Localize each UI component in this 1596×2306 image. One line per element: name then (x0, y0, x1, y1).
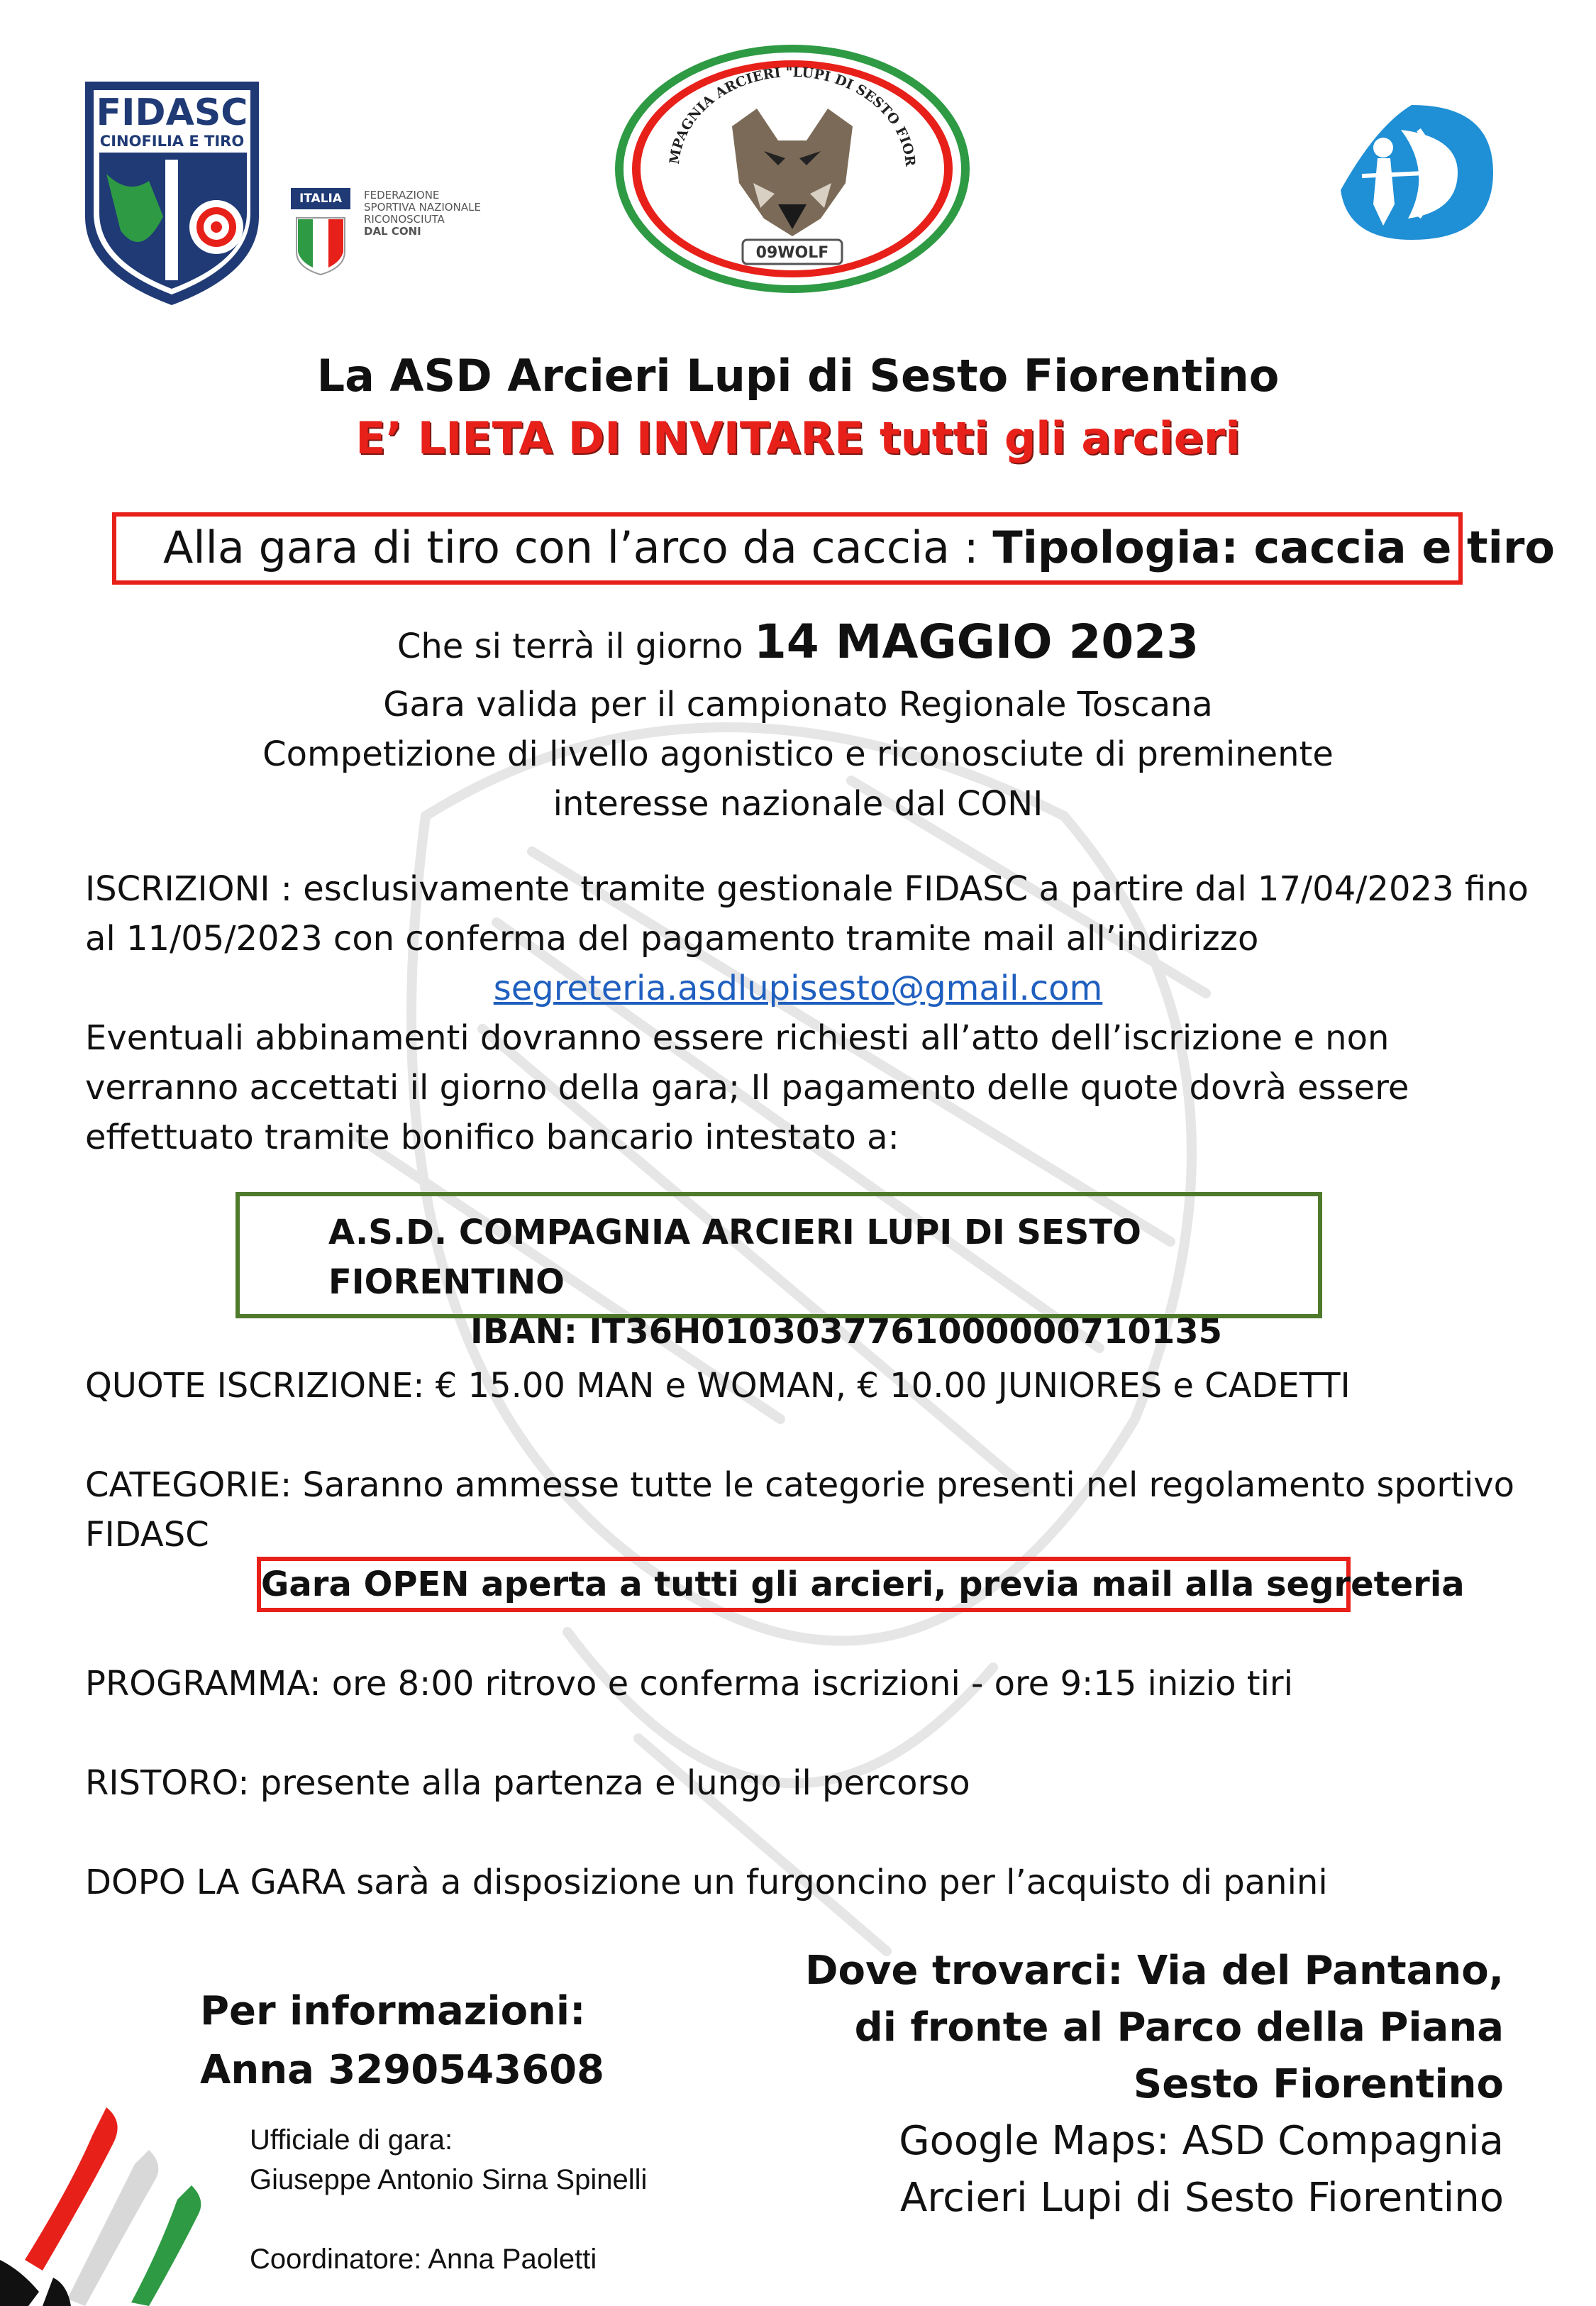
club-wolf-logo (611, 41, 973, 297)
location-line-1: Dove trovarci: Via del Pantano, (805, 1948, 1504, 1994)
archery-federation-logo (1334, 98, 1497, 247)
coni-badge (291, 188, 518, 280)
competition-type-box (112, 512, 1556, 585)
tricolor-claw-marks-icon (0, 2100, 213, 2306)
registration-line-5: effettuato tramite bonifico bancario intestato a: (85, 1118, 899, 1157)
contact-heading: Per informazioni: (200, 1988, 586, 2034)
fidasc-title: FIDASC (96, 92, 248, 134)
coni-text-4: DAL CONI (364, 225, 421, 238)
italia-tag: ITALIA (291, 188, 350, 209)
programma-text: PROGRAMMA: ore 8:00 ritrovo e conferma iscrizioni - ore 9:15 inizio tiri (85, 1664, 1293, 1704)
fees-text: QUOTE ISCRIZIONE: € 15.00 MAN e WOMAN, € 10.00 JUNIORES e CADETTI (85, 1366, 1351, 1406)
bank-account-name: A.S.D. COMPAGNIA ARCIERI LUPI DI SESTO FIORENTINO (328, 1213, 1141, 1302)
competition-type: Tipologia: caccia e tiro (992, 522, 1556, 573)
ristoro-text: RISTORO: presente alla partenza e lungo il percorso (85, 1763, 970, 1803)
date-value: 14 MAGGIO 2023 (753, 614, 1199, 669)
official-label: Ufficiale di gara: (250, 2124, 453, 2156)
registration-email-link[interactable]: segreteria.asdlupisesto@gmail.com (493, 969, 1103, 1008)
event-date (0, 614, 1596, 675)
fidasc-logo (78, 75, 266, 309)
coordinator: Coordinatore: Anna Paoletti (250, 2244, 597, 2275)
club-banner: 09WOLF (755, 244, 829, 262)
description-line-3: interesse nazionale dal CONI (553, 784, 1043, 824)
registration-line-1: ISCRIZIONI : esclusivamente tramite gestionale FIDASC a partire dal 17/04/2023 fino (85, 869, 1529, 909)
google-maps-line-1: Google Maps: ASD Compagnia (899, 2118, 1504, 2164)
coni-text-3: RICONOSCIUTA (364, 213, 445, 226)
location-line-2: di fronte al Parco della Piana (854, 2004, 1504, 2051)
categories-line-2: FIDASC (85, 1515, 209, 1555)
description-line-2: Competizione di livello agonistico e riconosciute di preminente (262, 734, 1334, 774)
dopo-gara-text: DOPO LA GARA sarà a disposizione un furgoncino per l’acquisto di panini (85, 1863, 1328, 1902)
fidasc-subtitle: CINOFILIA E TIRO (99, 133, 245, 150)
google-maps-line-2: Arcieri Lupi di Sesto Fiorentino (900, 2175, 1504, 2221)
bank-iban: IBAN: IT36H0103037761000000710135 (470, 1312, 1223, 1352)
registration-line-2: al 11/05/2023 con conferma del pagamento tramite mail all’indirizzo (85, 919, 1259, 959)
coni-text-1: FEDERAZIONE (364, 189, 440, 202)
official-name: Giuseppe Antonio Sirna Spinelli (250, 2164, 648, 2195)
date-prefix: Che si terrà il giorno (397, 627, 754, 666)
invite-heading: E’ LIETA DI INVITARE tutti gli arcieri (355, 412, 1241, 464)
open-race-notice: Gara OPEN aperta a tutti gli arcieri, previa mail alla segreteria (257, 1557, 1351, 1612)
registration-line-3: Eventuali abbinamenti dovranno essere richiesti all’atto dell’iscrizione e non (85, 1018, 1390, 1058)
club-ring-text: MPAGNIA ARCIERI "LUPI DI SESTO FIOR (666, 64, 919, 167)
registration-line-4: verranno accettati il giorno della gara; Il pagamento delle quote dovrà essere (85, 1068, 1409, 1108)
competition-prefix: Alla gara di tiro con l’arco da caccia : (163, 522, 993, 573)
categories-line-1: CATEGORIE: Saranno ammesse tutte le categorie presenti nel regolamento sportivo (85, 1465, 1514, 1505)
contact-person: Anna 3290543608 (200, 2047, 605, 2093)
coni-text-2: SPORTIVA NAZIONALE (364, 201, 481, 214)
description-line-1: Gara valida per il campionato Regionale Toscana (383, 685, 1213, 724)
page-title: La ASD Arcieri Lupi di Sesto Fiorentino (316, 350, 1280, 402)
bank-details-box (235, 1192, 1322, 1352)
location-line-3: Sesto Fiorentino (1133, 2061, 1504, 2107)
italian-flag-shield-icon (295, 216, 346, 276)
